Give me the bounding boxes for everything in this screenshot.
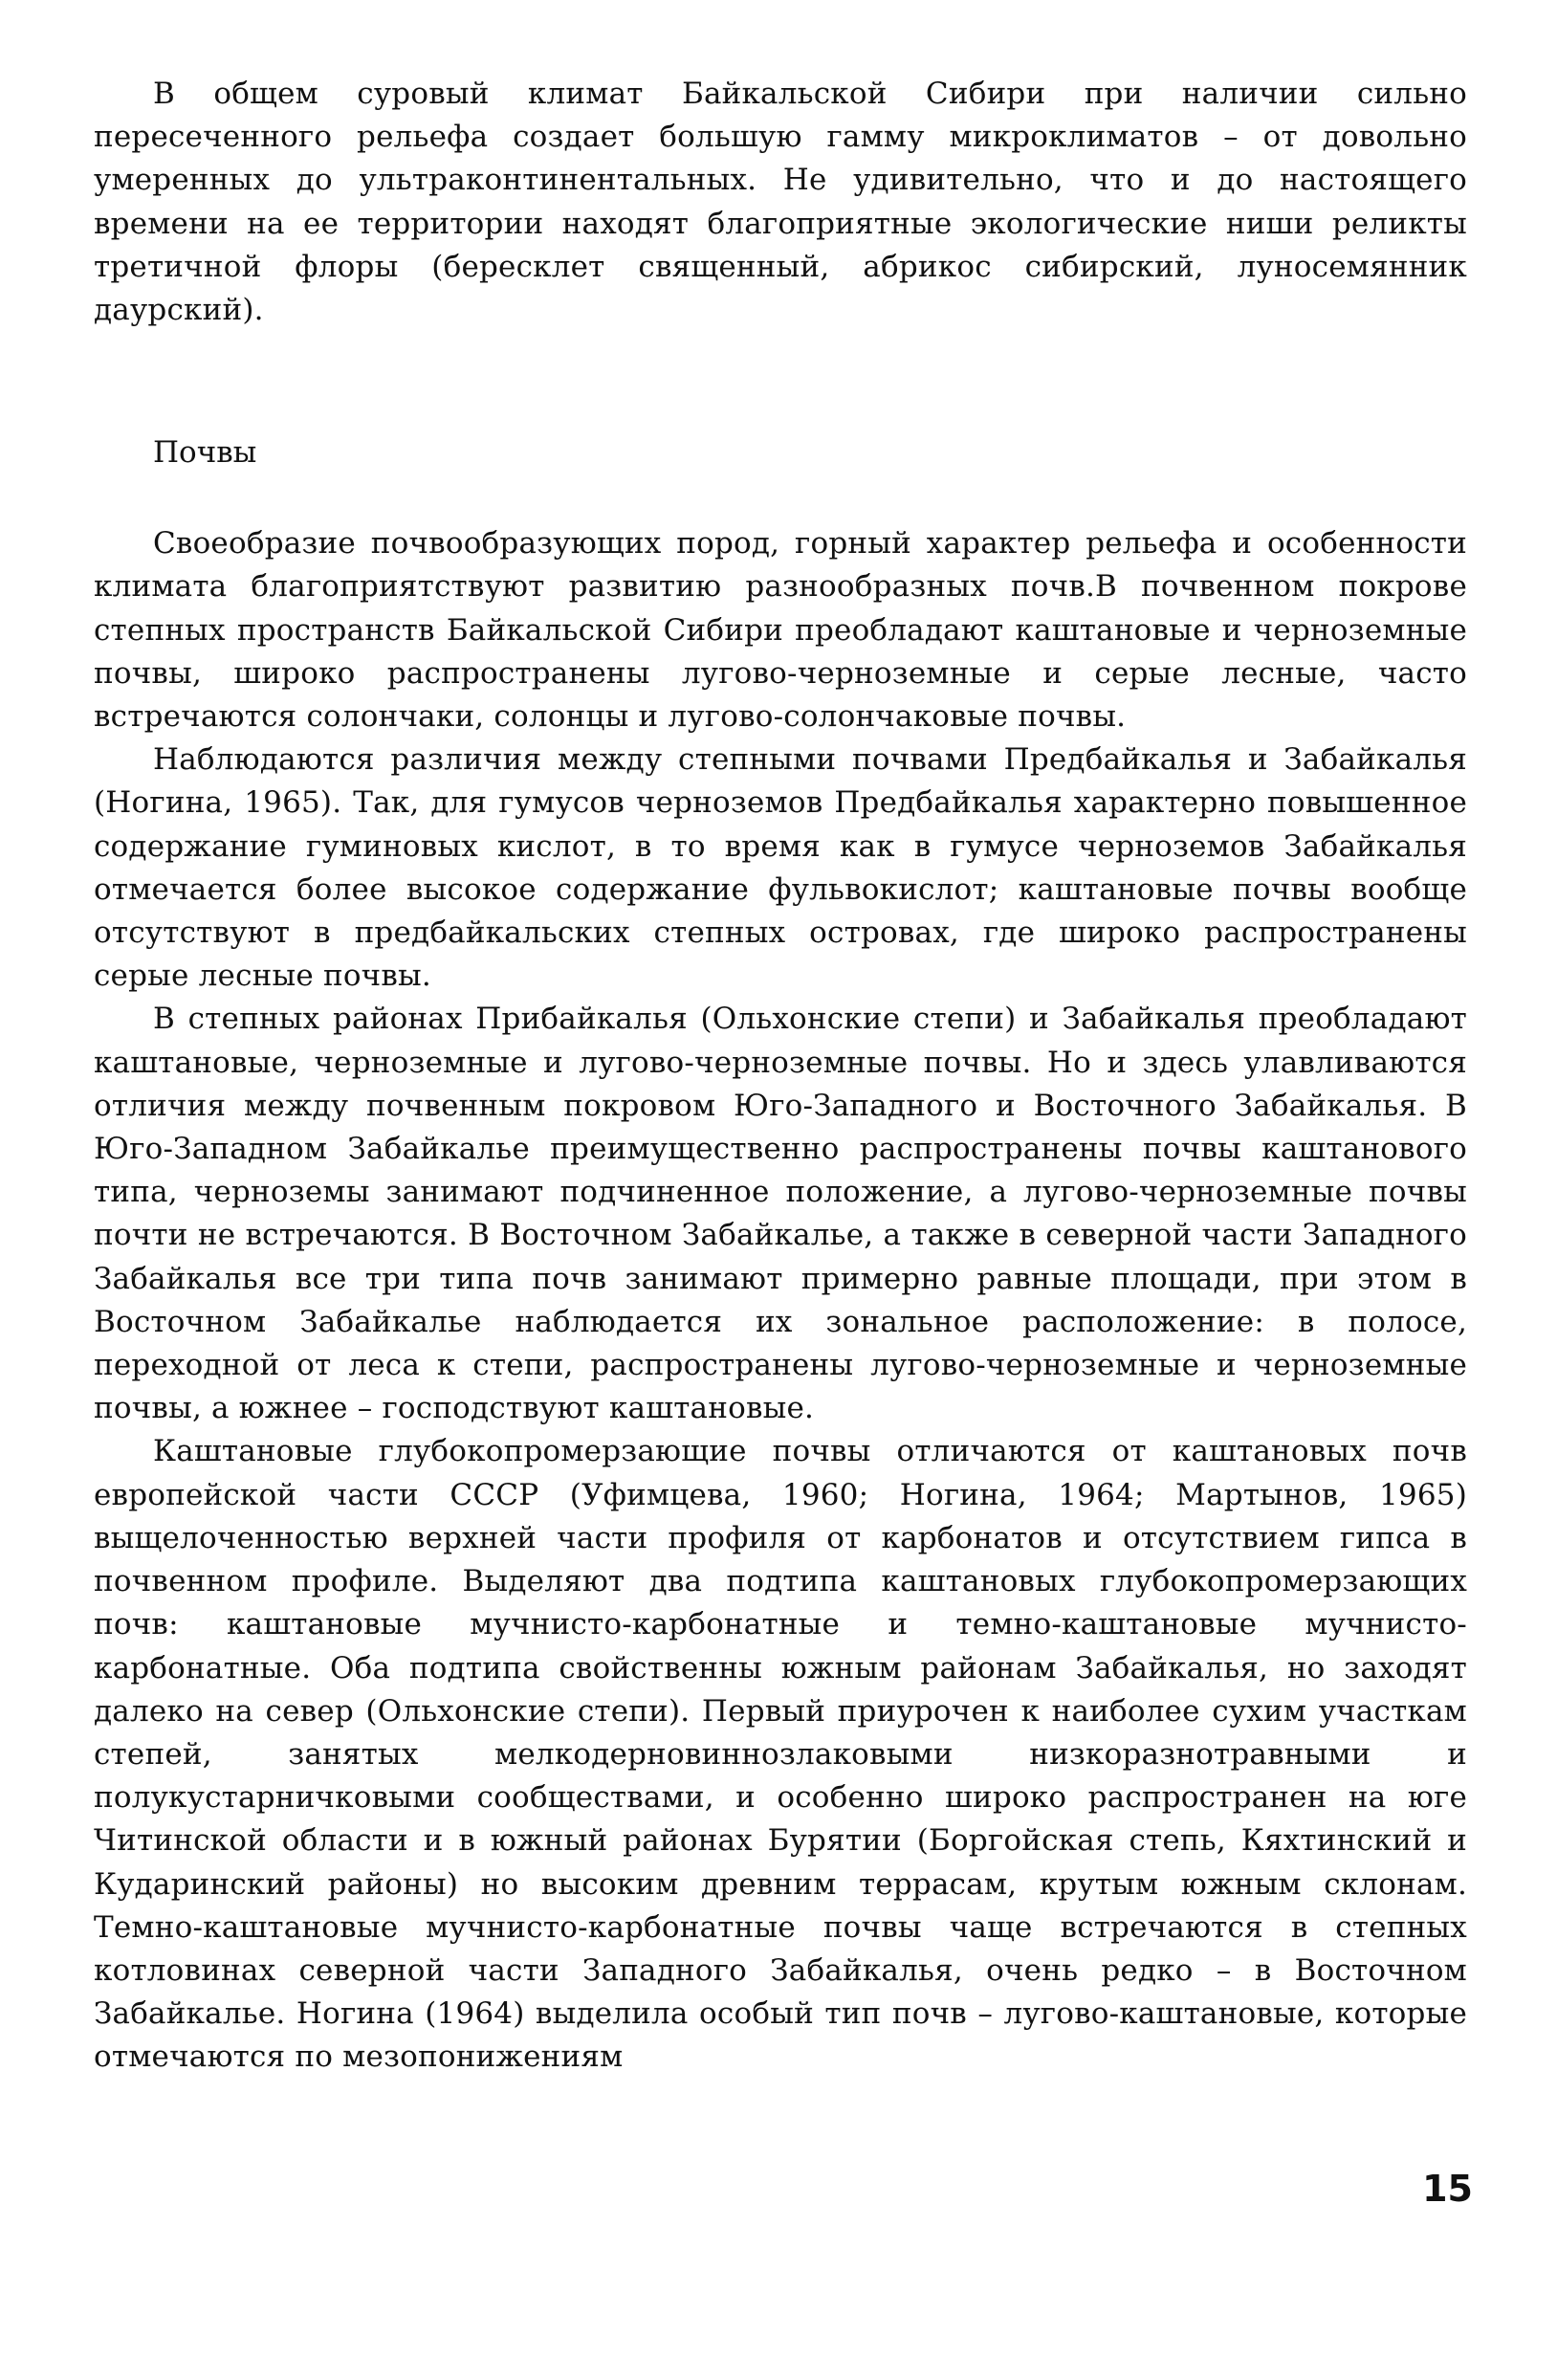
paragraph-2: Наблюдаются различия между степными почвами Предбайкалья и Забайкалья (Ногина, 1965). Так, для гумусов черноземов Предбайкалья характерно повышенное содержание гуминовых кислот, в то время как в гумусе черноземов Забайкалья отмечается более высокое содержание фульвокислот; каштановые почвы вообще отсутствуют в предбайкальских степных островах, где широко распространены серые лесные почвы. [94, 742, 1467, 994]
section-body [94, 522, 1467, 2079]
page-number: 15 [1422, 2168, 1473, 2210]
paragraph-3: В степных районах Прибайкалья (Ольхонские степи) и Забайкалья преобладают каштановые, черноземные и лугово-черноземные почвы. Но и здесь улавливаются отличия между почвенным покровом Юго-Западного и Восточного Забайкалья. В Юго-Западном Забайкалье преимущественно распространены почвы каштанового типа, черноземы занимают подчиненное положение, а лугово-черноземные почвы почти не встречаются. В Восточном Забайкалье, а также в северной части Западного Забайкалья все три типа почв занимают примерно равные площади, при этом в Восточном Забайкалье наблюдается их зональное расположение: в полосе, переходной от леса к степи, распространены лугово-черноземные и черноземные почвы, а южнее – господствуют каштановые. [94, 1002, 1467, 1426]
page-body [94, 73, 1467, 2080]
intro-paragraph: В общем суровый климат Байкальской Сибири при наличии сильно пересеченного рельефа создает большую гамму микроклиматов – от довольно умеренных до ультраконтинентальных. Не удивительно, что и до настоящего времени на ее территории находят благоприятные экологические ниши реликты третичной флоры (бересклет священный, абрикос сибирский, луносемянник даурский). [94, 77, 1467, 328]
paragraph-1: Своеобразие почвообразующих пород, горный характер рельефа и особенности климата благоприятствуют развитию разнообразных почв.В почвенном покрове степных пространств Байкальской Сибири преобладают каштановые и черноземные почвы, широко распространены лугово-черноземные и серые лесные, часто встречаются солончаки, солонцы и лугово-солончаковые почвы. [94, 526, 1467, 735]
section-title: Почвы [153, 435, 257, 471]
paragraph-4: Каштановые глубокопромерзающие почвы отличаются от каштановых почв европейской части СССР (Уфимцева, 1960; Ногина, 1964; Мартынов, 1965) выщелоченностью верхней части профиля от карбонатов и отсутствием гипса в почвенном профиле. Выделяют два подтипа каштановых глубокопромерзающих почв: каштановые мучнисто-карбонатные и темно-каштановые мучнисто-карбонатные. Оба подтипа свойственны южным районам Забайкалья, но заходят далеко на север (Ольхонские степи). Первый приурочен к наиболее сухим участкам степей, занятых мелкодерновиннозлаковыми низкоразнотравными и полукустарничковыми сообществами, и особенно широко распространен на юге Читинской области и в южный районах Бурятии (Боргойская степь, Кяхтинский и Кударинский районы) но высоким древним террасам, крутым южным склонам. Темно-каштановые мучнисто-карбонатные почвы чаще встречаются в степных котловинах северной части Западного Забайкалья, очень редко – в Восточном Забайкалье. Ногина (1964) выделила особый тип почв – лугово-каштановые, которые отмечаются по мезопонижениям [94, 1434, 1467, 2075]
